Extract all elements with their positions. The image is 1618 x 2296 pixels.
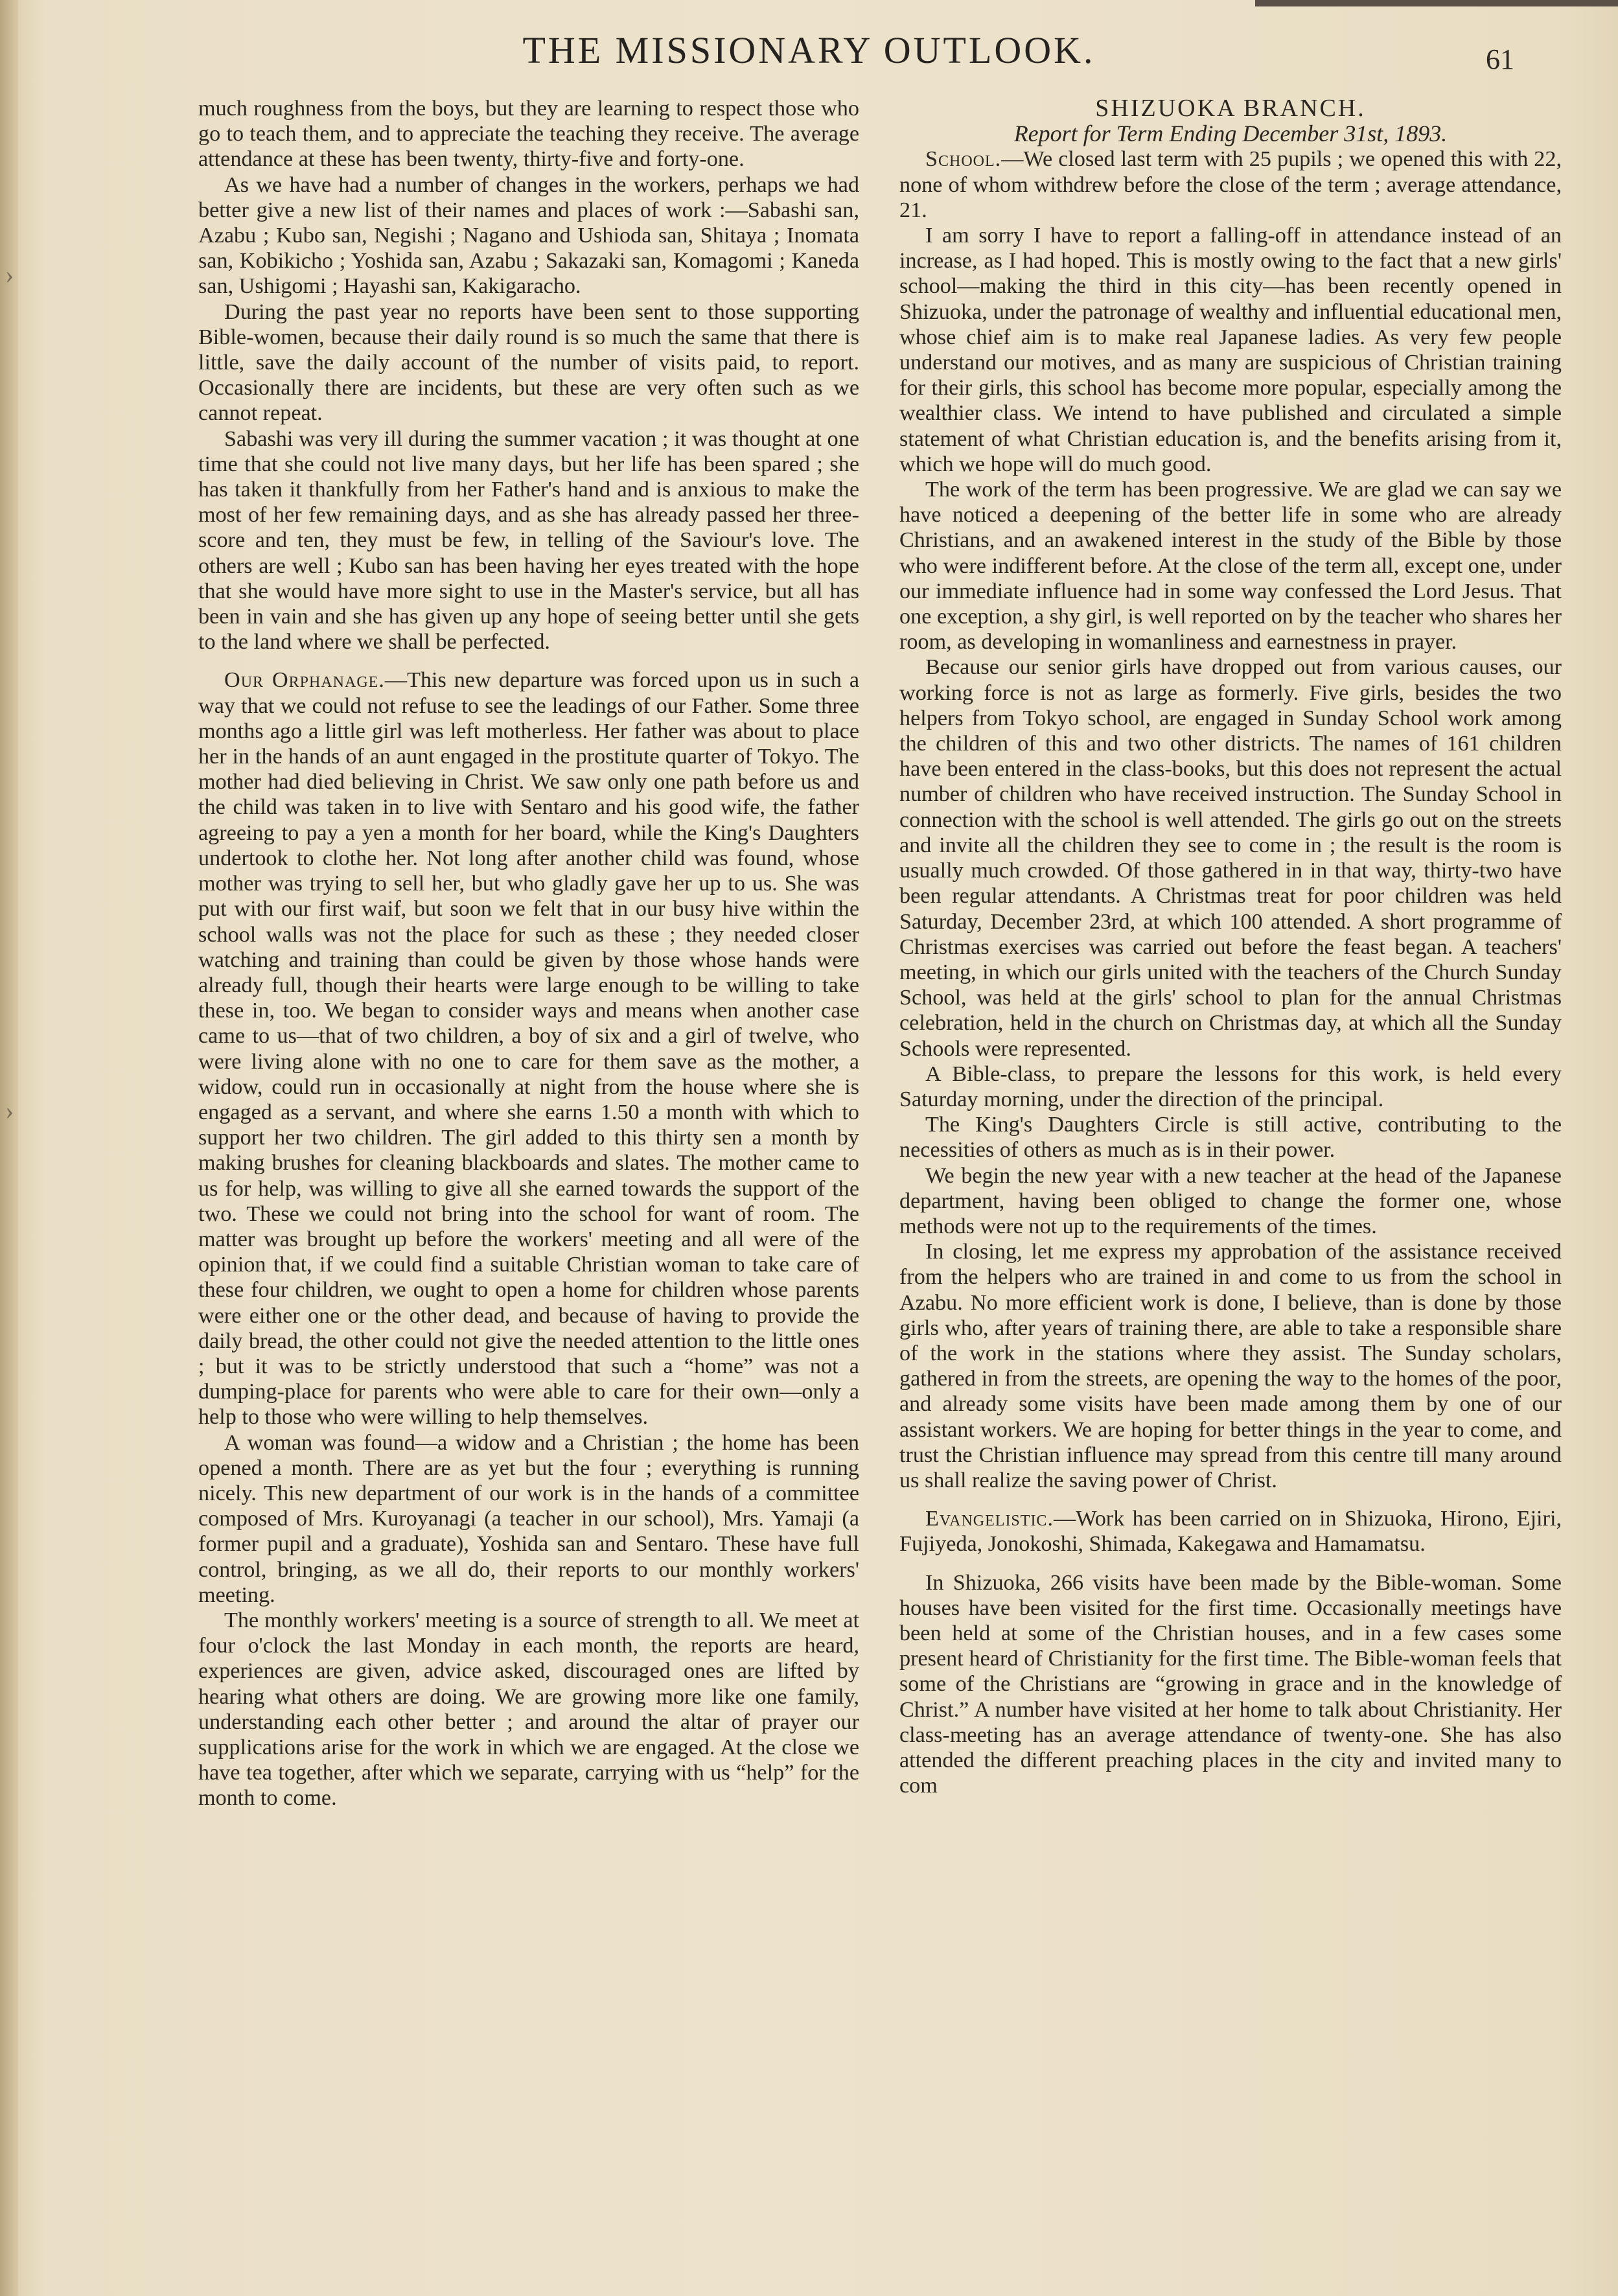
paragraph: Because our senior girls have dropped out from various causes, our working force is not as large as formerly. Five girls, besides the two helpers from Tokyo school, are engaged in Sunday School work among the children of this and two other districts. The names of 161 children have been entered in the class-books, but this does not represent the actual number of children who have received instruction. The Sunday School in connection with the school is well attended. The girls go out on the streets and invite all the children they see to come in ; the result is the room is usually much crowded. Of those gathered in in that way, thirty-two have been regular attendants. A Christmas treat for poor children was held Saturday, December 23rd, at which 100 attended. A short programme of Christmas exercises was carried out before the feast began. A teachers' meeting, in which our girls united with the teachers of the Church Sunday School, was held at the girls' school to plan for the annual Christmas celebration, held in the church on Christmas day, at which all the Sunday Schools were represented.: [899, 655, 1562, 1061]
paragraph: I am sorry I have to report a falling-off in attendance instead of an increase, as I had hoped. This is mostly owing to the fact that a new girls' school—making the third in this city—has been recently opened in Shizuoka, under the patronage of wealthy and influential educational men, whose chief aim is to make real Japanese ladies. As very few people understand our motives, and as many are suspicious of Christian training for their girls, this school has become more popular, especially among the wealthier class. We intend to have published and circulated a simple statement of what Christian education is, and the benefits arising from it, which we hope will do much good.: [899, 224, 1562, 476]
paragraph-school: [899, 146, 1562, 223]
section-run-in-heading: School.: [925, 147, 1002, 172]
margin-mark: ›: [5, 1096, 14, 1125]
paragraph: The work of the term has been progressive. We are glad we can say we have noticed a deepening of the better life in some who are already Christians, and an awakened interest in the study of the Bible by those who were indifferent before. At the close of the term all, except one, under our immediate influence had in some way confessed the Lord Jesus. That one exception, a shy girl, is well reported on by the teacher who shares her room, as developing in womanliness and earnestness in prayer.: [899, 478, 1562, 655]
paragraph: During the past year no reports have been sent to those supporting Bible-women, because their daily round is so much the same that there is little, save the daily account of the number of visits paid, to report. Occasionally there are incidents, but these are very often such as we cannot repeat.: [198, 299, 859, 426]
section-run-in-heading: Our Orphanage.: [224, 668, 385, 693]
paragraph: much roughness from the boys, but they are learning to respect those who go to teach them, and to appreciate the teaching they receive. The average attendance at these has been twenty, thirty-five and forty-one.: [198, 97, 859, 172]
paragraph: A Bible-class, to prepare the lessons for this work, is held every Saturday morning, under the direction of the principal.: [899, 1061, 1562, 1111]
paragraph: In closing, let me express my approbation of the assistance received from the helpers who are trained in and come to us from the school in Azabu. No more efficient work is done, I believe, than is done by those girls who, after years of training there, are able to take a responsible share of the work in the stations where they assist. The Sunday scholars, gathered in from the streets, are opening the way to the homes of the poor, and already some visits have been made among them by one of our assistant workers. We are hoping for better things in the year to come, and trust the Christian influence may spread from this centre till many around us shall realize the saving power of Christ.: [899, 1240, 1562, 1492]
paragraph-body: —Work has been carried on in Shizuoka, Hirono, Ejiri, Fujiyeda, Jonokoshi, Shimada, Kakegawa and Hamamatsu.: [899, 1507, 1562, 1557]
paragraph-orphanage: [198, 667, 859, 1430]
section-run-in-heading: Evangelistic.: [925, 1507, 1054, 1531]
paragraph: A woman was found—a widow and a Christian ; the home has been opened a month. There are as yet but the four ; everything is running nicely. This new department of our work is in the hands of a committee composed of Mrs. Kuroyanagi (a teacher in our school), Mrs. Yamaji (a former pupil and a graduate), Yoshida san and Sentaro. These have full control, bringing, as we all do, their reports to our monthly workers' meeting.: [198, 1430, 859, 1607]
section-subheading: Report for Term Ending December 31st, 1893.: [1013, 121, 1448, 147]
paragraph: Sabashi was very ill during the summer vacation ; it was thought at one time that she could not live many days, but her life has been spared ; she has taken it thankfully from her Father's hand and is anxious to make the most of her few remaining days, and as she has already passed her three-score and ten, they must be few, in telling of the Saviour's love. The others are well ; Kubo san has been having her eyes treated with the hope that she would have more sight to use in the Master's service, but all has been in vain and she has given up any hope of seeing better until she gets to the land where we shall be perfected.: [198, 426, 859, 655]
page-binding-edge: [0, 0, 18, 2296]
paragraph: The monthly workers' meeting is a source of strength to all. We meet at four o'clock the last Monday in each month, the reports are heard, experiences are given, advice asked, discouraged ones are lifted by hearing what others are doing. We are growing more like one family, understanding each other better ; and around the altar of prayer our supplications arise for the work in which we are engaged. At the close we have tea together, after which we separate, carrying with us “help” for the month to come.: [198, 1608, 859, 1811]
page-number: 61: [1486, 43, 1514, 75]
margin-mark: ›: [5, 260, 14, 289]
paragraph-body: —This new departure was forced upon us in such a way that we could not refuse to see the leadings of our Father. Some three months ago a little girl was left motherless. Her father was about to place her in the hands of an aunt engaged in the prostitute quarter of Tokyo. The mother had died believing in Christ. We saw only one path before us and the child was taken in to live with Sentaro and his good wife, the father agreeing to pay a yen a month for her board, while the King's Daughters undertook to clothe her. Not long after another child was found, whose mother was trying to sell her, but who gladly gave her up to us. She was put with our first waif, but soon we felt that in our busy hive within the school walls was not the place for such as these ; they needed closer watching and training than could be given by those whose hands were already full, though their hearts were large enough to be willing to take these in, too. We began to consider ways and means when another case came to us—that of two children, a boy of six and a girl of twelve, who were living alone with no one to care for them save as the mother, a widow, could run in occasionally at night from the house where she is engaged as a servant, and where she earns 1.50 a month with which to support her two children. The girl added to this thirty sen a month by making brushes for cleaning blackboards and slates. The mother came to us for help, was willing to give all she earned towards the support of the two. These we could not bring into the school for want of room. The matter was brought up before the workers' meeting and all were of the opinion that, if we could find a suitable Christian woman to take care of these four children, we ought to open a home for children whose parents were either one or the other dead, and because of having to provide the daily bread, the other could not give the needed attention to the little ones ; but it was to be strictly understood that such a “home” was not a dumping-place for parents who were able to care for their own—only a help to those who were willing to help themselves.: [198, 668, 859, 1430]
paragraph: In Shizuoka, 266 visits have been made by the Bible-woman. Some houses have been visited for the first time. Occasionally meetings have been held at some of the Christian houses, and in a few cases some present heard of Christianity for the first time. The Bible-woman feels that some of the Christians are “growing in grace and in the knowledge of Christ.” A number have visited at her home to talk about Christianity. Her class-meeting has an average attendance of twenty-one. She has also attended the different preaching places in the city and invited many to com: [899, 1570, 1562, 1798]
section-heading: SHIZUOKA BRANCH.: [1095, 95, 1366, 122]
paragraph-evangelistic: [899, 1506, 1562, 1557]
right-column: [899, 96, 1562, 1798]
paragraph: The King's Daughters Circle is still active, contributing to the necessities of others as much as is in their power.: [899, 1113, 1562, 1163]
paragraph-body: —We closed last term with 25 pupils ; we opened this with 22, none of whom withdrew before the close of the term ; average attendance, 21.: [899, 147, 1562, 222]
paragraph: We begin the new year with a new teacher at the head of the Japanese department, having been obliged to change the former one, whose methods were not up to the requirements of the times.: [899, 1163, 1562, 1238]
left-column: [198, 96, 859, 1811]
top-edge-rule: [1255, 0, 1618, 6]
paragraph: As we have had a number of changes in the workers, perhaps we had better give a new list of their names and places of work :—Sabashi san, Azabu ; Kubo san, Negishi ; Nagano and Ushioda san, Shitaya ; Inomata san, Kobikicho ; Yoshida san, Azabu ; Sakazaki san, Komagomi ; Kaneda san, Ushigomi ; Hayashi san, Kakigaracho.: [198, 172, 859, 299]
running-title: THE MISSIONARY OUTLOOK.: [522, 29, 1096, 71]
